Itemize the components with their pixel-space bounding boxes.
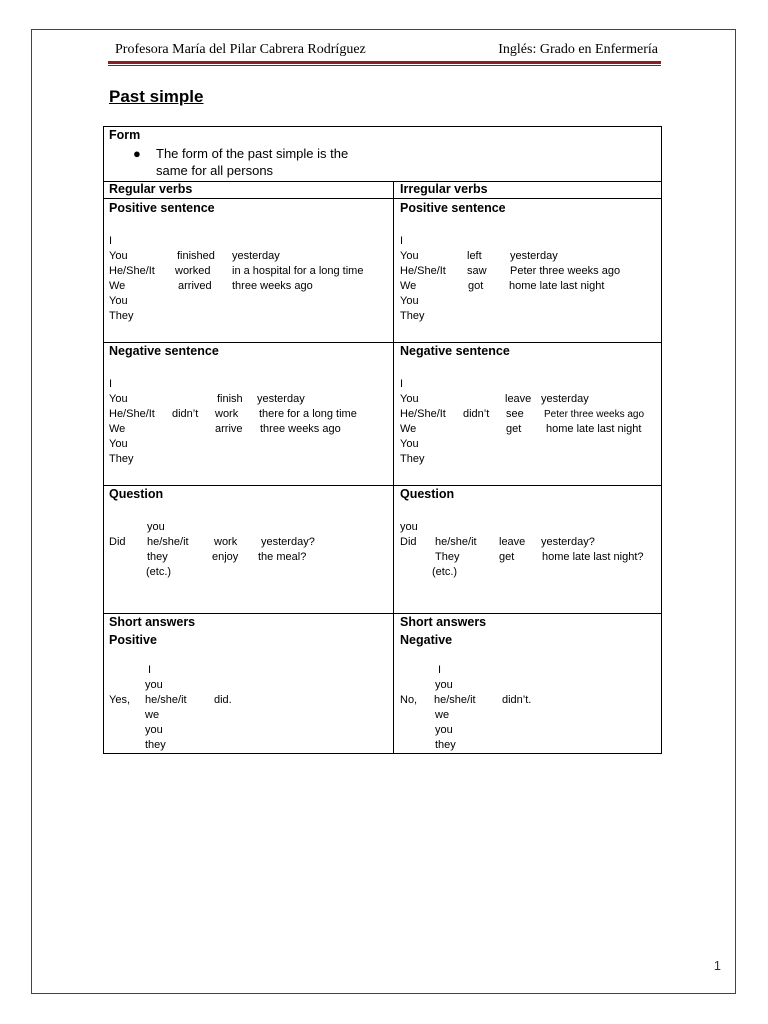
irregular-positive-label: Positive sentence — [400, 201, 506, 215]
header-rule-thin — [108, 65, 661, 66]
subject: He/She/It — [400, 265, 446, 277]
complement: yesterday — [510, 250, 558, 262]
subject: you — [435, 679, 453, 691]
complement: in a hospital for a long time — [232, 265, 364, 277]
form-text-line2: same for all persons — [156, 163, 274, 178]
subject: They — [400, 310, 425, 322]
subject: You — [109, 393, 128, 405]
subject: He/She/It — [400, 408, 446, 420]
subject: We — [109, 423, 126, 435]
subject: they — [147, 551, 168, 563]
subject: You — [109, 250, 128, 262]
verb: get — [506, 423, 522, 435]
answer-word: Yes, — [109, 694, 131, 706]
complement: yesterday — [232, 250, 280, 262]
regular-short-answers-label: Short answers — [109, 615, 196, 629]
subject: They — [435, 551, 460, 563]
irregular-question-label: Question — [400, 487, 455, 501]
complement: Peter three weeks ago — [510, 265, 621, 277]
header-rule — [108, 61, 661, 64]
verb: work — [215, 408, 239, 420]
irregular-short-answers-negative: Negative — [400, 633, 453, 647]
subject: I — [438, 664, 442, 676]
complement: three weeks ago — [232, 280, 313, 292]
bullet-icon: ● — [133, 146, 141, 161]
subject: he/she/it — [434, 694, 476, 706]
auxiliary: didn’t. — [502, 694, 532, 706]
subject: he/she/it — [435, 536, 477, 548]
auxiliary: didn’t — [463, 408, 490, 420]
subject: You — [109, 295, 128, 307]
subject: They — [109, 310, 134, 322]
verb: get — [499, 551, 515, 563]
irregular-negative-label: Negative sentence — [400, 344, 510, 358]
subject: we — [145, 709, 160, 721]
complement: yesterday? — [261, 536, 315, 548]
verb: saw — [467, 265, 487, 277]
auxiliary: Did — [109, 536, 126, 548]
irregular-verbs-heading: Irregular verbs — [400, 182, 488, 196]
subject: they — [145, 739, 166, 751]
subject: He/She/It — [109, 265, 155, 277]
regular-negative-label: Negative sentence — [109, 344, 219, 358]
verb: leave — [499, 536, 526, 548]
subject: we — [435, 709, 450, 721]
page-number: 1 — [713, 958, 721, 973]
subject: you — [145, 724, 163, 736]
form-label: Form — [109, 128, 141, 142]
auxiliary: did. — [214, 694, 232, 706]
verb: finish — [217, 393, 243, 405]
verb: leave — [505, 393, 532, 405]
subject: He/She/It — [109, 408, 155, 420]
subject: you — [435, 724, 453, 736]
complement: yesterday — [257, 393, 305, 405]
verb: left — [467, 250, 482, 262]
subject: you — [145, 679, 163, 691]
subject: (etc.) — [146, 566, 172, 578]
subject: you — [400, 521, 418, 533]
subject: (etc.) — [432, 566, 458, 578]
answer-word: No, — [400, 694, 418, 706]
subject: he/she/it — [145, 694, 187, 706]
subject: You — [400, 393, 419, 405]
subject: I — [400, 235, 404, 247]
complement: Peter three weeks ago — [544, 409, 645, 420]
subject: They — [109, 453, 134, 465]
subject: They — [400, 453, 425, 465]
verb: worked — [175, 265, 211, 277]
auxiliary: Did — [400, 536, 417, 548]
subject: you — [147, 521, 165, 533]
page-border — [31, 29, 736, 994]
regular-question-label: Question — [109, 487, 164, 501]
subject: I — [148, 664, 152, 676]
verb: arrive — [215, 423, 243, 435]
verb: finished — [177, 250, 215, 262]
subject: We — [400, 423, 417, 435]
subject: I — [109, 378, 113, 390]
verb: enjoy — [212, 551, 239, 563]
regular-short-answers-positive: Positive — [109, 633, 157, 647]
subject: You — [400, 438, 419, 450]
subject: I — [109, 235, 113, 247]
complement: there for a long time — [259, 408, 357, 420]
complement: yesterday? — [541, 536, 595, 548]
header-course: Inglés: Grado en Enfermería — [498, 42, 658, 57]
complement: home late last night — [509, 280, 605, 292]
subject: You — [109, 438, 128, 450]
header-author: Profesora María del Pilar Cabrera Rodríguez — [115, 42, 366, 57]
auxiliary: didn’t — [172, 408, 199, 420]
complement: yesterday — [541, 393, 589, 405]
verb: see — [506, 408, 524, 420]
complement: home late last night — [546, 423, 642, 435]
verb: arrived — [178, 280, 212, 292]
complement: the meal? — [258, 551, 307, 563]
subject: We — [400, 280, 417, 292]
subject: You — [400, 295, 419, 307]
verb: got — [468, 280, 484, 292]
subject: I — [400, 378, 404, 390]
subject: You — [400, 250, 419, 262]
page-title: Past simple — [109, 87, 204, 106]
subject: We — [109, 280, 126, 292]
complement: home late last night? — [542, 551, 644, 563]
subject: he/she/it — [147, 536, 189, 548]
regular-positive-label: Positive sentence — [109, 201, 215, 215]
form-text-line1: The form of the past simple is the — [156, 146, 349, 161]
verb: work — [214, 536, 238, 548]
complement: three weeks ago — [260, 423, 341, 435]
subject: they — [435, 739, 456, 751]
irregular-short-answers-label: Short answers — [400, 615, 487, 629]
regular-verbs-heading: Regular verbs — [109, 182, 193, 196]
